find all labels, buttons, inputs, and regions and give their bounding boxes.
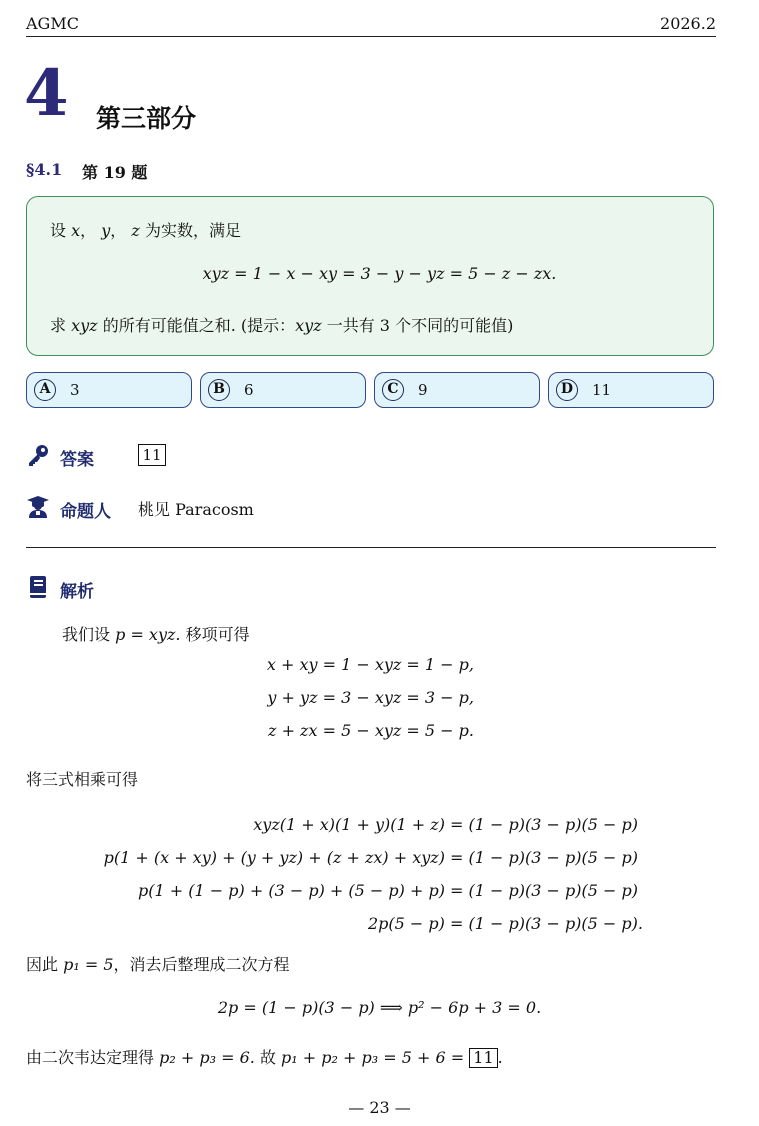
- ask-var: xyz: [71, 316, 98, 335]
- therefore-suffix: ，消去后整理成二次方程: [113, 955, 290, 974]
- book-icon: [26, 575, 50, 599]
- option-letter: C: [382, 379, 404, 401]
- ask-var2: xyz: [295, 316, 322, 335]
- therefore-prefix: 因此: [26, 955, 59, 974]
- option-letter: B: [208, 379, 230, 401]
- therefore-math: p₁ = 5: [63, 955, 114, 974]
- vieta-math2: p₁ + p₂ + p₃ = 5 + 6 =: [281, 1048, 465, 1067]
- vieta-math: p₂ + p₃ = 6.: [159, 1048, 255, 1067]
- equation-line: z + zx = 5 − xyz = 5 − p.: [268, 721, 474, 740]
- author-value: 桃见 Paracosm: [138, 500, 254, 519]
- answer-value: 11: [138, 444, 166, 466]
- solution-intro: [62, 622, 250, 645]
- var-z: z: [131, 221, 140, 240]
- option-value: 3: [70, 381, 80, 399]
- sep: ，: [110, 221, 127, 240]
- option-a[interactable]: [26, 372, 192, 408]
- quadratic-equation: 2p = (1 − p)(3 − p) ⟹ p² − 6p + 3 = 0.: [217, 998, 542, 1017]
- vieta-line: [26, 1045, 503, 1068]
- header-right: 2026.2: [660, 14, 716, 33]
- equation-line: y + yz = 3 − xyz = 3 − p,: [267, 688, 474, 707]
- graduate-icon: [26, 495, 50, 519]
- problem-intro-prefix: 设: [50, 221, 67, 240]
- option-letter: A: [34, 379, 56, 401]
- option-letter: D: [556, 379, 578, 401]
- ask-prefix: 求: [50, 316, 67, 335]
- final-dot: .: [497, 1048, 503, 1067]
- var-x: x: [71, 221, 81, 240]
- vieta-mid: 故: [259, 1048, 276, 1067]
- author-label: 命题人: [60, 502, 111, 522]
- header-left: AGMC: [26, 14, 79, 33]
- problem-equation: xyz = 1 − x − xy = 3 − y − yz = 5 − z − zx.: [202, 264, 557, 283]
- key-icon: [26, 443, 50, 467]
- page-number: — 23 —: [348, 1098, 411, 1117]
- option-d[interactable]: [548, 372, 714, 408]
- sep: ，: [80, 221, 97, 240]
- equation-line: p(1 + (x + xy) + (y + yz) + (z + zx) + xyz) = (1 − p)(3 − p)(5 − p): [103, 848, 638, 867]
- separator-rule: [26, 547, 716, 548]
- equation-line: 2p(5 − p) = (1 − p)(3 − p)(5 − p).: [367, 914, 643, 933]
- intro-math: p = xyz.: [115, 625, 181, 644]
- final-answer-box: 11: [469, 1048, 497, 1068]
- answer-label: 答案: [60, 450, 94, 470]
- therefore-line: [26, 952, 290, 975]
- equation-line: x + xy = 1 − xyz = 1 − p,: [266, 655, 474, 674]
- chapter-number: 4: [24, 56, 69, 131]
- problem-intro-suffix: 为实数，满足: [144, 221, 241, 240]
- var-y: y: [101, 221, 111, 240]
- option-b[interactable]: [200, 372, 366, 408]
- intro-prefix: 我们设: [62, 625, 111, 644]
- vieta-prefix: 由二次韦达定理得: [26, 1048, 155, 1067]
- section-number: §4.1: [26, 160, 63, 179]
- option-value: 6: [244, 381, 254, 399]
- header-rule: [26, 36, 716, 37]
- problem-intro: [50, 218, 241, 241]
- section-title: 第 19 题: [82, 163, 148, 182]
- option-c[interactable]: [374, 372, 540, 408]
- ask-mid: 的所有可能值之和. (提示：: [102, 316, 296, 335]
- ask-suffix: 一共有 3 个不同的可能值): [326, 316, 514, 335]
- intro-suffix: 移项可得: [185, 625, 250, 644]
- equation-line: p(1 + (1 − p) + (3 − p) + (5 − p) + p) = (1 − p)(3 − p)(5 − p): [138, 881, 638, 900]
- multiply-text: 将三式相乘可得: [26, 770, 139, 789]
- option-value: 11: [592, 381, 612, 399]
- solution-label: 解析: [60, 582, 94, 602]
- problem-question: [50, 313, 513, 336]
- chapter-title: 第三部分: [96, 104, 197, 133]
- equation-line: xyz(1 + x)(1 + y)(1 + z) = (1 − p)(3 − p)(5 − p): [253, 815, 638, 834]
- option-value: 9: [418, 381, 428, 399]
